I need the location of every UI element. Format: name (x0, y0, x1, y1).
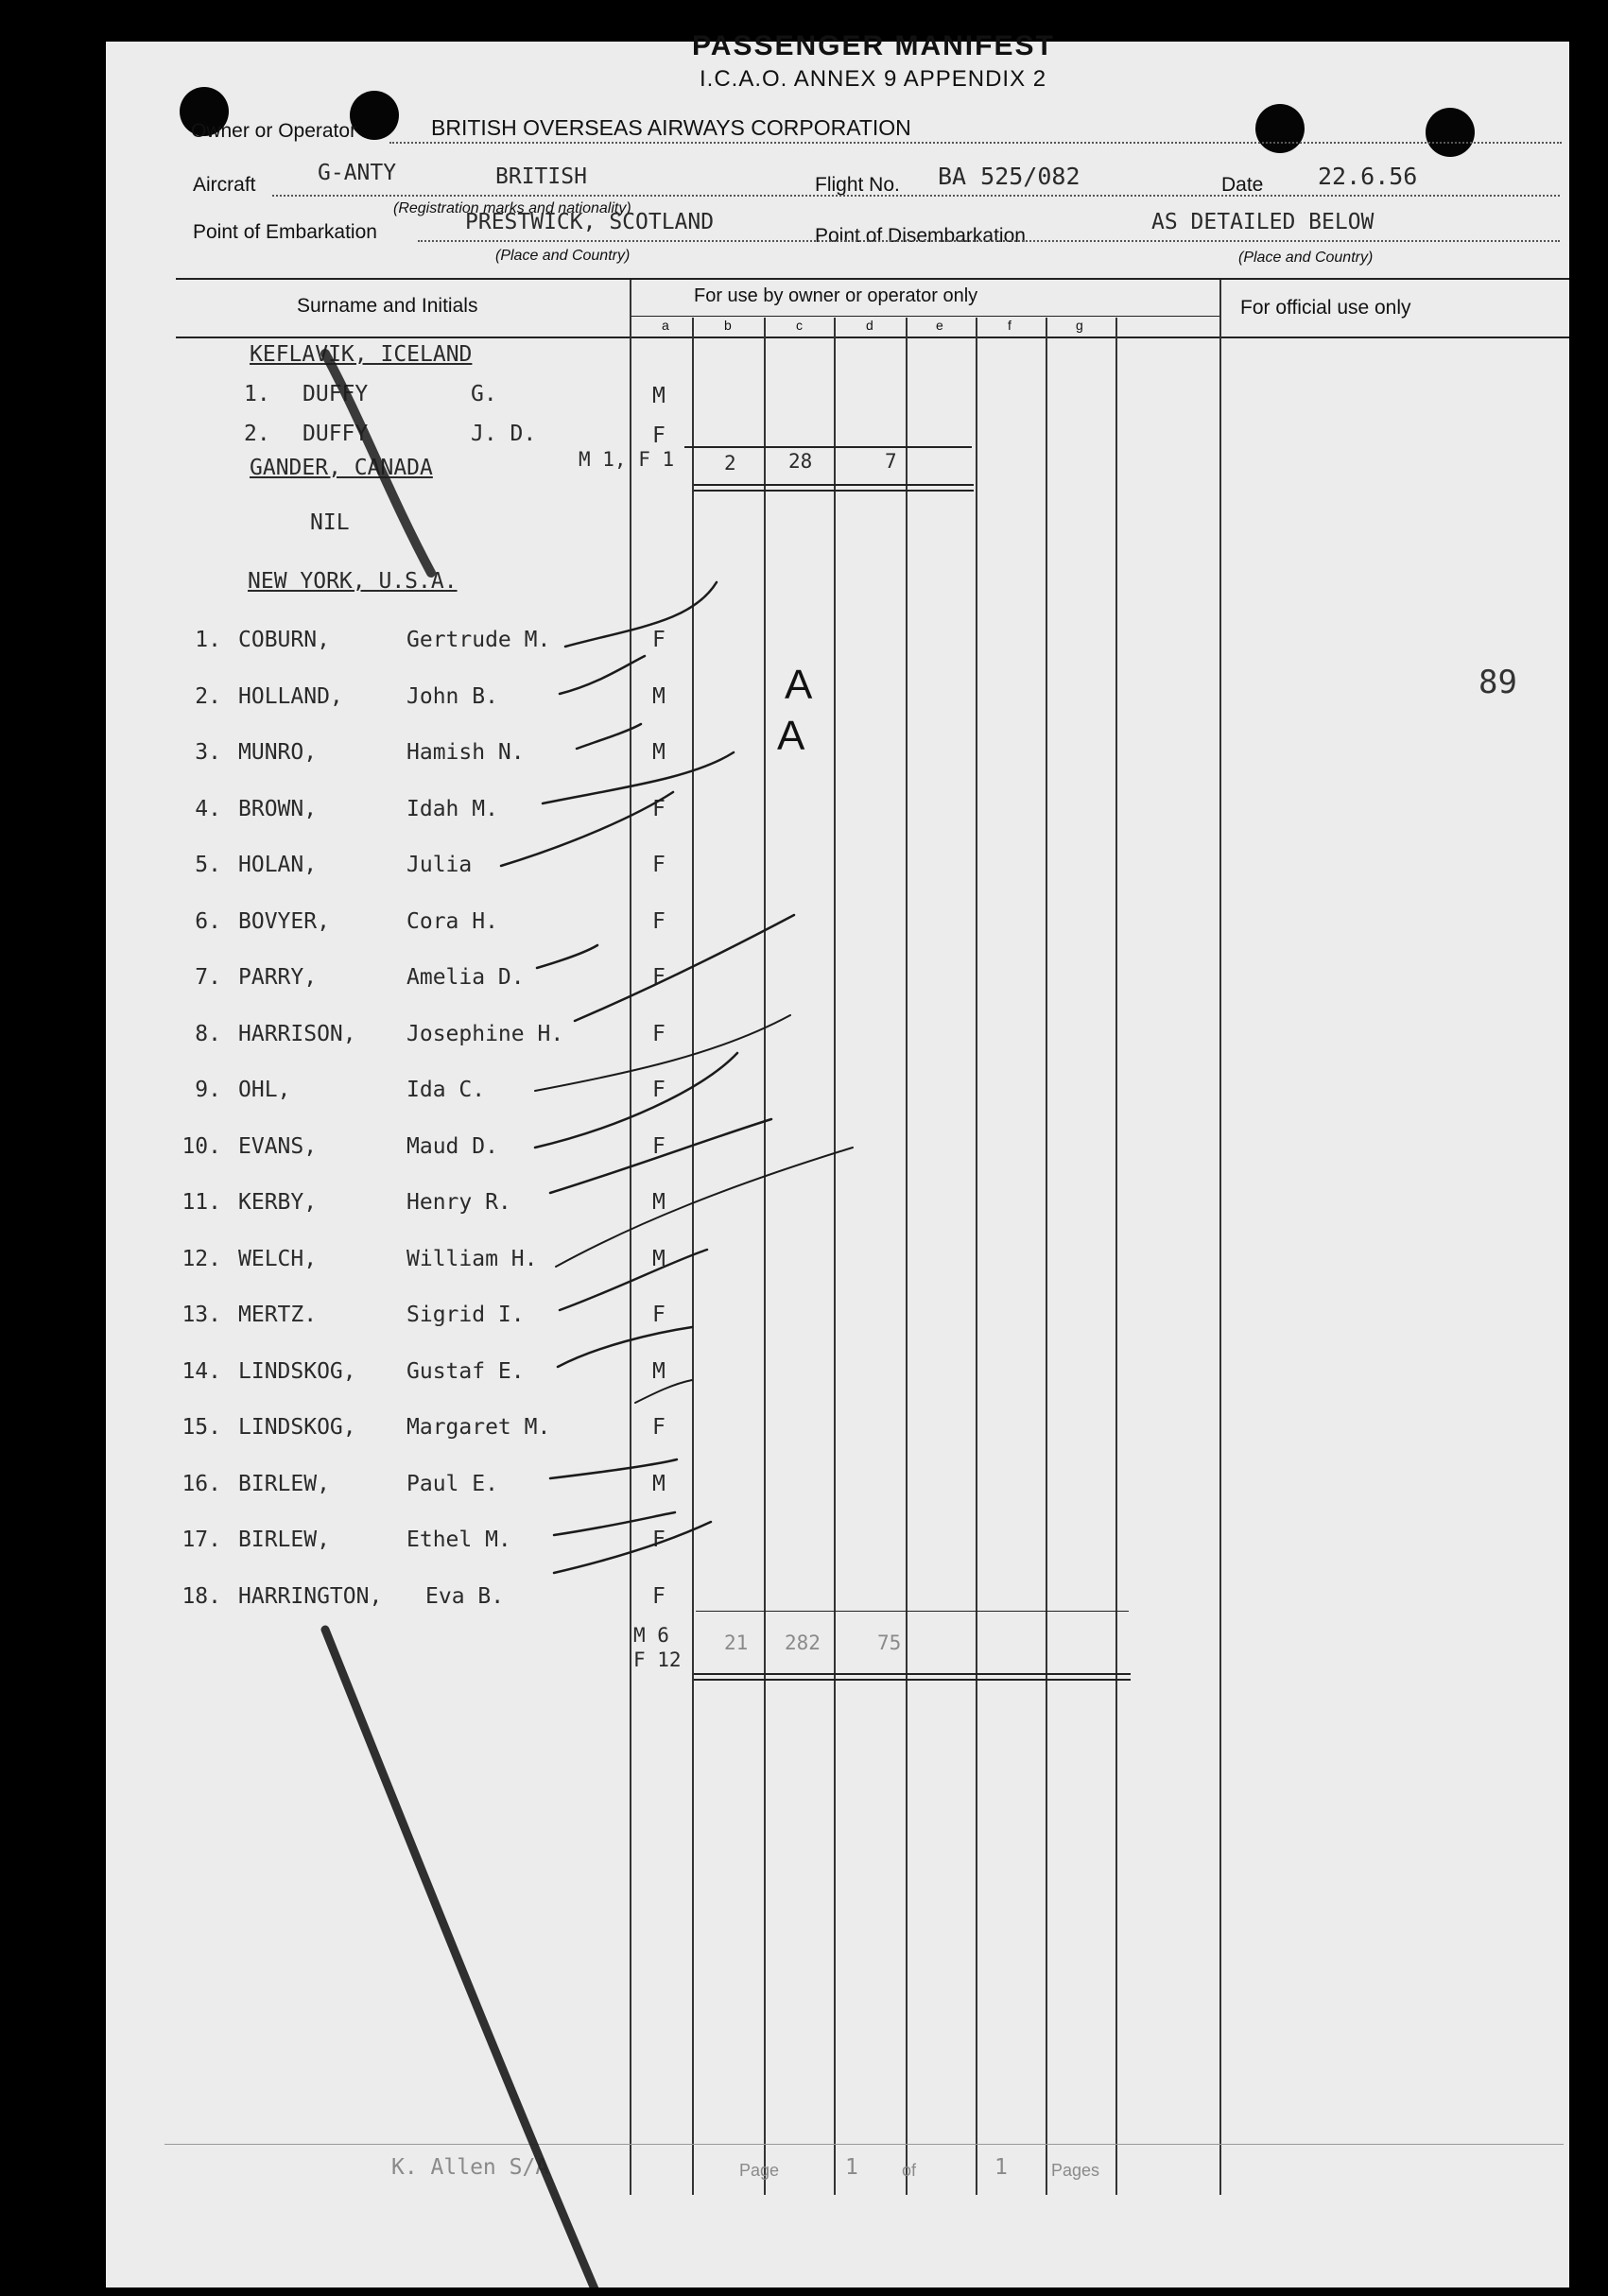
tick-mark (550, 1459, 677, 1478)
passenger-initials: Cora H. (406, 908, 498, 934)
passenger-surname: HOLLAND, (238, 683, 343, 709)
tick-mark (535, 1015, 790, 1091)
passenger-surname: BOVYER, (238, 908, 330, 934)
passenger-surname: MUNRO, (238, 740, 318, 765)
passenger-surname: COBURN, (238, 628, 330, 652)
passenger-sex: M (652, 683, 666, 709)
embarkation-value: PRESTWICK, SCOTLAND (465, 210, 715, 234)
tick-mark (554, 1522, 711, 1573)
date-value: 22.6.56 (1318, 163, 1418, 190)
tick-mark (577, 724, 641, 749)
handwritten-mark: A (785, 662, 813, 708)
passenger-surname: DUFFY (303, 382, 369, 406)
passenger-surname: LINDSKOG, (238, 1358, 356, 1384)
passenger-sex: F (652, 1133, 666, 1159)
embarkation-label: Point of Embarkation (193, 221, 377, 243)
disembarkation-label: Point of Disembarkation (815, 225, 1026, 247)
passenger-surname: BROWN, (238, 796, 318, 821)
passenger-number: 18. (182, 1583, 221, 1609)
passenger-number: 12. (182, 1246, 221, 1271)
handwritten-mark: A (777, 713, 805, 759)
page-total: 1 (994, 2155, 1008, 2180)
passenger-sex: F (652, 423, 666, 448)
aircraft-registration: G-ANTY (318, 161, 397, 185)
passenger-initials: Eva B. (425, 1583, 505, 1609)
passenger-sex: F (652, 1303, 666, 1327)
passenger-number: 3. (195, 740, 221, 765)
passenger-initials: Margaret M. (406, 1415, 551, 1440)
total-female: F 12 (633, 1649, 682, 1671)
passenger-initials: Paul E. (406, 1471, 498, 1496)
document-title: PASSENGER MANIFEST (692, 30, 1055, 61)
passenger-number: 1. (244, 382, 270, 406)
passenger-surname: BIRLEW, (238, 1528, 330, 1552)
flight-number: BA 525/082 (938, 163, 1081, 190)
subtotal-d: 7 (885, 450, 897, 473)
document-subtitle: I.C.A.O. ANNEX 9 APPENDIX 2 (700, 66, 1047, 92)
page-label: Page (739, 2161, 780, 2180)
passenger-initials: Henry R. (406, 1190, 511, 1215)
passenger-sex: F (652, 1021, 666, 1046)
total-b: 21 (724, 1631, 749, 1654)
flight-label: Flight No. (815, 174, 900, 196)
date-label: Date (1221, 174, 1264, 196)
passenger-sex: F (652, 1528, 666, 1552)
column-header-official: For official use only (1240, 297, 1411, 319)
passenger-number: 2. (244, 422, 270, 446)
passenger-sex: F (652, 1415, 666, 1440)
section-heading: NEW YORK, U.S.A. (248, 569, 458, 594)
owner-label: Owner or Operator (191, 120, 357, 142)
section-heading: GANDER, CANADA (250, 456, 433, 480)
passenger-initials: Gertrude M. (406, 628, 551, 652)
disembarkation-note: (Place and Country) (1238, 250, 1374, 266)
embarkation-note: (Place and Country) (495, 248, 631, 264)
nil-entry: NIL (310, 510, 350, 535)
passenger-number: 9. (195, 1078, 221, 1102)
subtotal-b: 2 (724, 452, 736, 475)
passenger-initials: Maud D. (406, 1133, 498, 1159)
passenger-initials: Julia (406, 853, 473, 877)
passenger-sex: M (652, 1246, 666, 1271)
passenger-initials: Josephine H. (406, 1021, 564, 1046)
total-d: 75 (877, 1631, 902, 1654)
page-number: 1 (845, 2155, 858, 2180)
passenger-number: 17. (182, 1528, 221, 1552)
subcolumn-label: f (1008, 318, 1011, 333)
tick-mark (560, 1250, 707, 1310)
signature: K. Allen S/A (391, 2155, 549, 2180)
aircraft-note: (Registration marks and nationality) (393, 200, 631, 216)
passenger-number: 16. (182, 1471, 221, 1496)
passenger-initials: Idah M. (406, 796, 498, 821)
subcolumn-label: g (1076, 318, 1083, 333)
tick-mark (535, 1053, 737, 1148)
tick-mark (575, 915, 794, 1021)
passenger-sex: F (652, 853, 666, 877)
passenger-sex: M (652, 1358, 666, 1384)
passenger-sex: F (652, 1583, 666, 1609)
passenger-number: 11. (182, 1190, 221, 1215)
passenger-initials: William H. (406, 1246, 538, 1271)
pen-strokes (106, 42, 1569, 2287)
subcolumn-label: a (662, 318, 669, 333)
tick-mark (565, 582, 717, 647)
disembarkation-value: AS DETAILED BELOW (1151, 210, 1375, 234)
passenger-number: 8. (195, 1021, 221, 1046)
tick-mark (550, 1119, 771, 1193)
passenger-surname: EVANS, (238, 1133, 318, 1159)
passenger-surname: BIRLEW, (238, 1471, 330, 1496)
column-header-owner: For use by owner or operator only (694, 285, 978, 306)
passenger-sex: M (652, 1471, 666, 1496)
official-number: 89 (1478, 664, 1517, 701)
passenger-sex: F (652, 796, 666, 821)
pages-label: Pages (1051, 2161, 1100, 2180)
diagonal-strike-stroke (325, 354, 431, 573)
passenger-initials: Gustaf E. (406, 1358, 525, 1384)
passenger-surname: WELCH, (238, 1246, 318, 1271)
aircraft-label: Aircraft (193, 174, 256, 196)
diagonal-strike-stroke (325, 1630, 596, 2287)
tick-mark (537, 945, 597, 968)
owner-value: BRITISH OVERSEAS AIRWAYS CORPORATION (431, 115, 911, 140)
passenger-surname: LINDSKOG, (238, 1415, 356, 1440)
passenger-number: 6. (195, 908, 221, 934)
passenger-surname: HOLAN, (238, 853, 318, 877)
subtotal-c: 28 (788, 450, 813, 473)
passenger-number: 15. (182, 1415, 221, 1440)
passenger-sex: F (652, 1078, 666, 1102)
subtotal-sex-count: M 1, F 1 (579, 448, 675, 471)
passenger-surname: DUFFY (303, 422, 369, 446)
passenger-sex: F (652, 965, 666, 990)
passenger-initials: John B. (406, 683, 498, 709)
passenger-number: 1. (195, 628, 221, 652)
of-label: of (902, 2161, 917, 2180)
tick-mark (543, 752, 734, 803)
total-male: M 6 (633, 1624, 669, 1647)
tick-mark (558, 1327, 692, 1367)
passenger-number: 10. (182, 1133, 221, 1159)
passenger-sex: F (652, 628, 666, 652)
tick-mark (501, 792, 673, 866)
passenger-initials: Sigrid I. (406, 1303, 525, 1327)
passenger-sex: F (652, 908, 666, 934)
passenger-surname: HARRISON, (238, 1021, 356, 1046)
passenger-initials: Ida C. (406, 1078, 486, 1102)
subcolumn-label: d (866, 318, 873, 333)
passenger-number: 13. (182, 1303, 221, 1327)
subcolumn-label: c (796, 318, 803, 333)
passenger-surname: KERBY, (238, 1190, 318, 1215)
passenger-initials: Ethel M. (406, 1528, 511, 1552)
passenger-initials: Hamish N. (406, 740, 525, 765)
tick-mark (554, 1512, 675, 1535)
passenger-number: 7. (195, 965, 221, 990)
passenger-number: 2. (195, 683, 221, 709)
aircraft-nationality: BRITISH (495, 164, 587, 189)
subcolumn-label: e (936, 318, 943, 333)
tick-mark (560, 656, 645, 694)
passenger-number: 4. (195, 796, 221, 821)
passenger-initials: G. (471, 382, 497, 406)
passenger-surname: HARRINGTON, (238, 1583, 383, 1609)
passenger-surname: OHL, (238, 1078, 291, 1102)
passenger-surname: MERTZ. (238, 1303, 318, 1327)
column-header-name: Surname and Initials (297, 295, 478, 317)
tick-mark (556, 1148, 853, 1267)
passenger-sex: M (652, 740, 666, 765)
section-heading: KEFLAVIK, ICELAND (250, 342, 473, 367)
total-c: 282 (785, 1631, 821, 1654)
passenger-sex: M (652, 1190, 666, 1215)
subcolumn-label: b (724, 318, 732, 333)
passenger-initials: Amelia D. (406, 965, 525, 990)
manifest-sheet (106, 30, 1569, 2287)
tick-mark (635, 1380, 692, 1403)
passenger-number: 14. (182, 1358, 221, 1384)
passenger-surname: PARRY, (238, 965, 318, 990)
passenger-number: 5. (195, 853, 221, 877)
passenger-initials: J. D. (471, 422, 537, 446)
passenger-sex: M (652, 384, 666, 408)
